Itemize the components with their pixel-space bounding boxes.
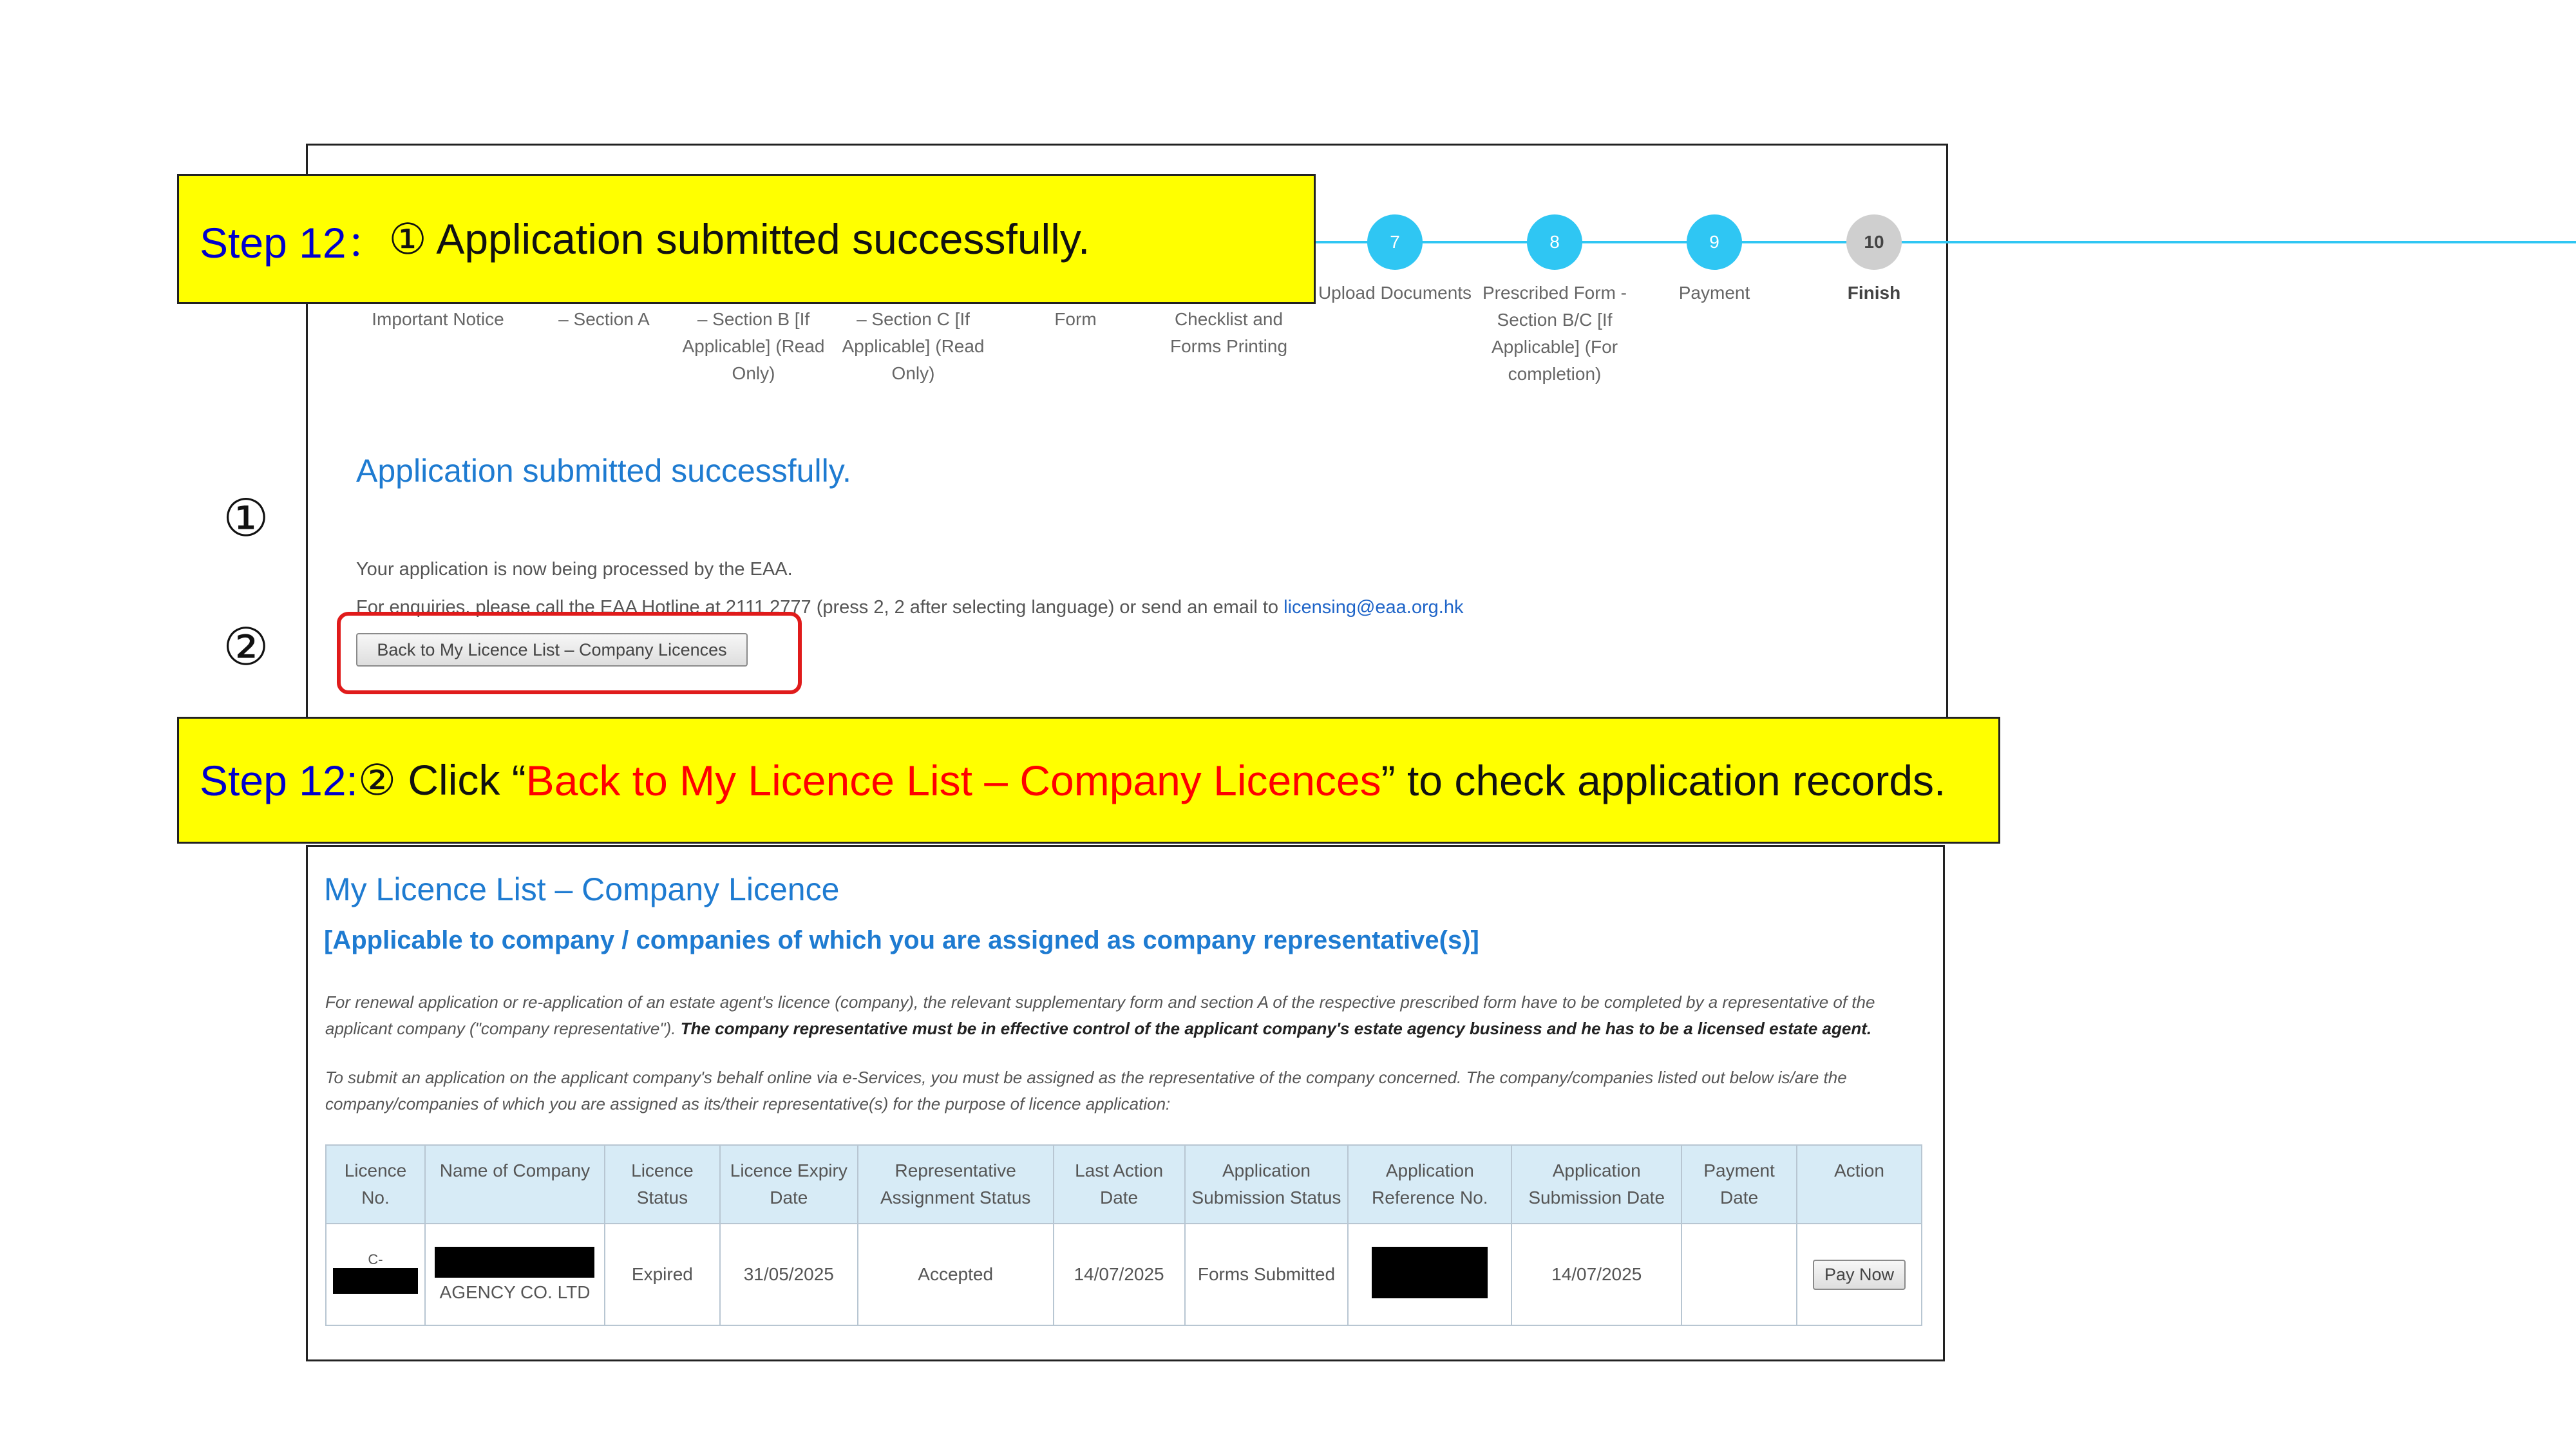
payment-date-cell <box>1681 1224 1797 1325</box>
step-label-upload-documents: Upload Documents <box>1318 283 1472 303</box>
column-header: Application Reference No. <box>1348 1145 1511 1224</box>
back-to-licence-list-button[interactable]: Back to My Licence List – Company Licences <box>356 633 748 667</box>
expiry-date-cell: 31/05/2025 <box>720 1224 858 1325</box>
step-label-form: Form <box>1054 309 1097 329</box>
callout-step-label: Step 12： <box>200 218 389 267</box>
step-label-section-a: – Section A <box>558 309 650 329</box>
renewal-note-text: For renewal application or re-application of an estate agent's licence (company), the relevant supplementary form and section A of the respective prescribed form have to be completed by a representative of the applicant company ("company representative"). <box>325 992 1875 1038</box>
column-header: Application Submission Date <box>1511 1145 1681 1224</box>
step-label-prescribed-form: Prescribed Form - Section B/C [If Applicable] (For completion) <box>1482 283 1627 384</box>
highlight-box <box>337 612 802 694</box>
callout-highlight: Back to My Licence List – Company Licences <box>526 756 1381 804</box>
step-label-important-notice: Important Notice <box>372 309 504 329</box>
marker-two: ② <box>223 617 269 677</box>
redacted-block <box>435 1247 594 1278</box>
licence-status-cell: Expired <box>605 1224 720 1325</box>
step12-callout-success <box>177 174 1316 304</box>
callout-step-label: Step 12: <box>200 756 358 804</box>
reference-no-cell <box>1348 1224 1511 1325</box>
column-header: Licence No. <box>326 1145 425 1224</box>
step-9-circle: 9 <box>1687 214 1742 270</box>
marker-one: ① <box>223 488 269 548</box>
callout-text: ① Application submitted successfully. <box>388 214 1090 263</box>
licence-list-title: My Licence List – Company Licence <box>324 871 840 907</box>
assignment-note: To submit an application on the applicant company's behalf online via e-Services, you must be assigned as the representative of the company concerned. The company/companies listed out below is/are the company/companies of which you are assigned as its/their representative(s) for the purpose of licence application: <box>325 1068 1847 1113</box>
submission-date-cell: 14/07/2025 <box>1511 1224 1681 1325</box>
licence-prefix: C- <box>368 1251 383 1267</box>
pay-now-button[interactable]: Pay Now <box>1813 1260 1906 1290</box>
column-header: Representative Assignment Status <box>858 1145 1054 1224</box>
step-10-circle: 10 <box>1846 214 1902 270</box>
column-header: Application Submission Status <box>1185 1145 1349 1224</box>
step12-callout-click <box>177 717 2000 844</box>
step-connector <box>1316 241 2576 243</box>
enquiry-text: For enquiries, please call the EAA Hotline at 2111 2777 (press 2, 2 after selecting language) or send an email to <box>356 597 1284 618</box>
email-link[interactable]: licensing@eaa.org.hk <box>1283 597 1464 618</box>
step-label-checklist: Checklist and Forms Printing <box>1170 309 1288 356</box>
licence-no-cell <box>326 1224 425 1325</box>
table-header-row <box>326 1145 1922 1224</box>
action-cell <box>1797 1224 1922 1325</box>
column-header: Name of Company <box>425 1145 605 1224</box>
licence-list-subtitle: [Applicable to company / companies of which you are assigned as company representative(s)] <box>324 926 1479 954</box>
redacted-block <box>1372 1247 1488 1298</box>
assignment-status-cell: Accepted <box>858 1224 1054 1325</box>
last-action-date-cell: 14/07/2025 <box>1054 1224 1185 1325</box>
callout-text: ② Click “ <box>357 756 526 804</box>
step-label-finish: Finish <box>1847 283 1901 303</box>
column-header: Payment Date <box>1681 1145 1797 1224</box>
submission-status-cell: Forms Submitted <box>1185 1224 1349 1325</box>
column-header: Action <box>1797 1145 1922 1224</box>
processing-message: Your application is now being processed by the EAA. <box>356 559 793 580</box>
success-title: Application submitted successfully. <box>356 453 851 489</box>
company-name-cell <box>425 1224 605 1325</box>
column-header: Licence Expiry Date <box>720 1145 858 1224</box>
table-row <box>326 1224 1922 1325</box>
column-header: Licence Status <box>605 1145 720 1224</box>
licence-table <box>325 1144 1922 1326</box>
redacted-block <box>333 1268 418 1294</box>
step-8-circle: 8 <box>1527 214 1582 270</box>
step-label-payment: Payment <box>1678 283 1750 303</box>
column-header: Last Action Date <box>1054 1145 1185 1224</box>
step-label-section-b: – Section B [If Applicable] (Read Only) <box>682 309 825 383</box>
step-label-section-c: – Section C [If Applicable] (Read Only) <box>842 309 985 383</box>
callout-text-end: ” to check application records. <box>1381 756 1946 804</box>
renewal-note-bold: The company representative must be in effective control of the applicant company's estate agency business and he has to be a licensed estate agent. <box>680 1019 1872 1038</box>
renewal-note <box>325 989 1922 1042</box>
company-name-suffix: AGENCY CO. LTD <box>439 1282 591 1302</box>
step-7-circle: 7 <box>1367 214 1423 270</box>
